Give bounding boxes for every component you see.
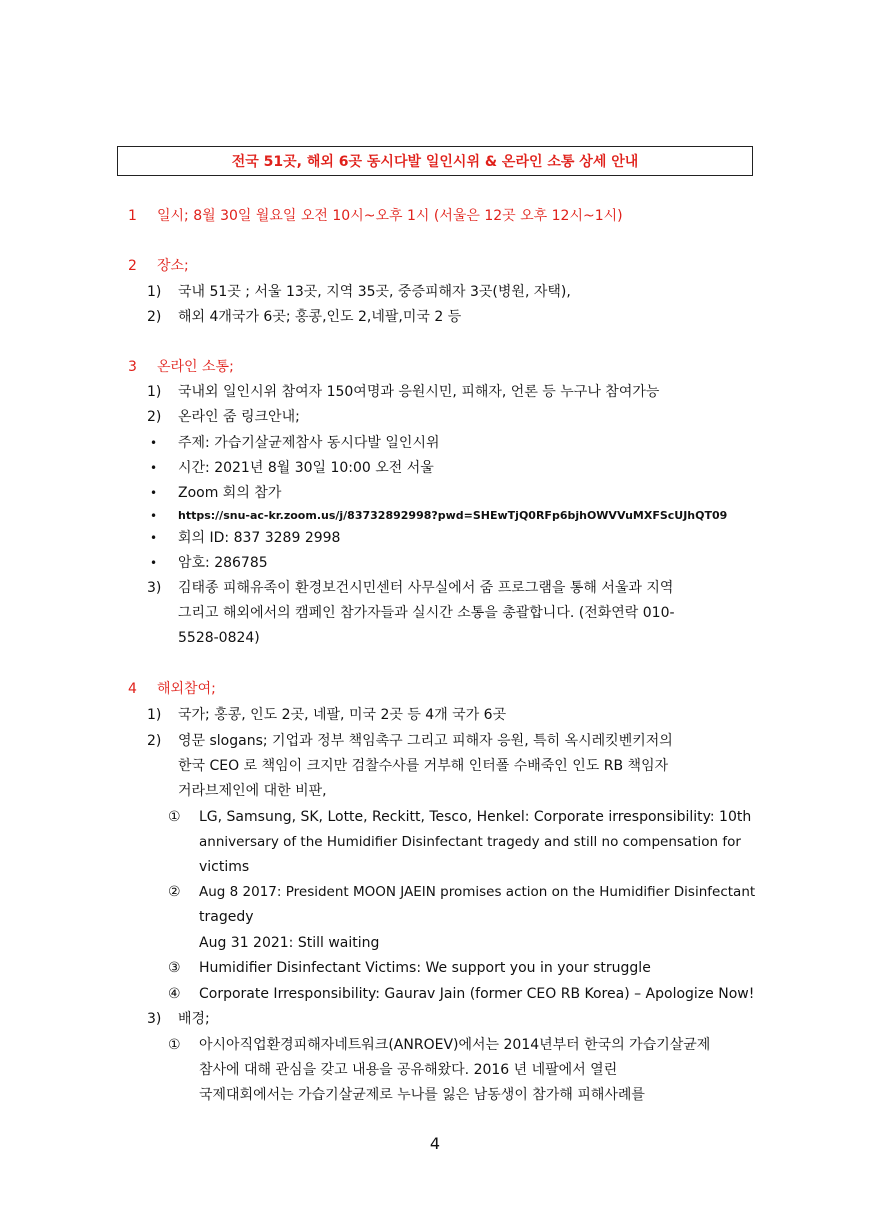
list-marker: 2) xyxy=(147,409,162,425)
bullet-icon: • xyxy=(150,556,158,570)
list-item-line: 김태종 피해유족이 환경보건시민센터 사무실에서 줌 프로그램을 통해 서울과 지역 xyxy=(178,580,674,596)
slogan-line: Humidifier Disinfectant Victims: We support you in your struggle xyxy=(199,960,651,976)
zoom-meeting-id: 회의 ID: 837 3289 2998 xyxy=(178,530,341,546)
bullet-icon: • xyxy=(150,461,158,475)
slogan-line: tragedy xyxy=(199,909,254,925)
title-box xyxy=(117,146,753,176)
zoom-password: 암호: 286785 xyxy=(178,555,268,571)
section-1-text: 일시; 8월 30일 월요일 오전 10시~오후 1시 (서울은 12곳 오후 12시~1시) xyxy=(157,208,623,224)
slogan-line: anniversary of the Humidifier Disinfectant tragedy and still no compensation for xyxy=(199,834,741,850)
bullet-icon: • xyxy=(150,486,158,500)
section-4-number: 4 xyxy=(128,681,137,697)
circled-marker: ③ xyxy=(168,960,181,976)
slogan-line: victims xyxy=(199,859,250,875)
zoom-join: Zoom 회의 참가 xyxy=(178,485,282,501)
zoom-time: 시간: 2021년 8월 30일 10:00 오전 서울 xyxy=(178,460,434,476)
list-item: 국가; 홍콩, 인도 2곳, 네팔, 미국 2곳 등 4개 국가 6곳 xyxy=(178,707,507,723)
section-3-heading: 온라인 소통; xyxy=(157,359,234,375)
list-marker: 1) xyxy=(147,284,162,300)
section-2-heading: 장소; xyxy=(157,258,189,274)
bullet-icon: • xyxy=(150,436,158,450)
background-line: 아시아직업환경피해자네트워크(ANROEV)에서는 2014년부터 한국의 가습기살균제 xyxy=(199,1037,711,1053)
list-item: 국내외 일인시위 참여자 150여명과 응원시민, 피해자, 언론 등 누구나 참여가능 xyxy=(178,384,660,400)
circled-marker: ② xyxy=(168,884,181,900)
slogan-line: Aug 8 2017: President MOON JAEIN promises action on the Humidifier Disinfectant xyxy=(199,884,756,900)
page-title: 전국 51곳, 해외 6곳 동시다발 일인시위 & 온라인 소통 상세 안내 xyxy=(231,154,639,170)
list-item: 온라인 줌 링크안내; xyxy=(178,409,300,425)
circled-marker: ① xyxy=(168,1037,181,1053)
section-2-number: 2 xyxy=(128,258,137,274)
list-marker: 3) xyxy=(147,580,162,596)
list-item: 해외 4개국가 6곳; 홍콩,인도 2,네팔,미국 2 등 xyxy=(178,309,462,325)
list-item-line: 5528-0824) xyxy=(178,630,260,646)
bullet-icon: • xyxy=(150,509,158,523)
section-1-number: 1 xyxy=(128,208,137,224)
circled-marker: ① xyxy=(168,809,181,825)
zoom-topic: 주제: 가습기살균제참사 동시다발 일인시위 xyxy=(178,435,440,451)
list-item-line: 한국 CEO 로 책임이 크지만 검찰수사를 거부해 인터폴 수배죽인 인도 RB 책임자 xyxy=(178,758,669,774)
slogan-line: LG, Samsung, SK, Lotte, Reckitt, Tesco, Henkel: Corporate irresponsibility: 10th xyxy=(199,809,752,825)
page-number: 4 xyxy=(429,1134,441,1153)
list-item: 국내 51곳 ; 서울 13곳, 지역 35곳, 중증피해자 3곳(병원, 자택), xyxy=(178,284,571,300)
background-line: 국제대회에서는 가습기살균제로 누나를 잃은 남동생이 참가해 피해사례를 xyxy=(199,1087,645,1103)
list-item: 배경; xyxy=(178,1011,210,1027)
slogan-line: Corporate Irresponsibility: Gaurav Jain (former CEO RB Korea) – Apologize Now! xyxy=(199,986,755,1002)
list-marker: 2) xyxy=(147,733,162,749)
list-item-line: 영문 slogans; 기업과 정부 책임촉구 그리고 피해자 응원, 특히 옥시레킷벤키저의 xyxy=(178,733,673,749)
background-line: 참사에 대해 관심을 갖고 내용을 공유해왔다. 2016 년 네팔에서 열린 xyxy=(199,1062,618,1078)
list-item-line: 거라브제인에 대한 비판, xyxy=(178,783,327,799)
bullet-icon: • xyxy=(150,531,158,545)
list-marker: 1) xyxy=(147,384,162,400)
section-4-heading: 해외참여; xyxy=(157,681,216,697)
slogan-line: Aug 31 2021: Still waiting xyxy=(199,935,380,951)
list-marker: 3) xyxy=(147,1011,162,1027)
list-marker: 2) xyxy=(147,309,162,325)
list-marker: 1) xyxy=(147,707,162,723)
section-3-number: 3 xyxy=(128,359,137,375)
zoom-link[interactable]: https://snu-ac-kr.zoom.us/j/83732892998?pwd=SHEwTjQ0RFp6bjhOWVVuMXFScUJhQT09 xyxy=(178,509,728,522)
circled-marker: ④ xyxy=(168,986,181,1002)
list-item-line: 그리고 해외에서의 캠페인 참가자들과 실시간 소통을 총괄합니다. (전화연락 010- xyxy=(178,605,675,621)
